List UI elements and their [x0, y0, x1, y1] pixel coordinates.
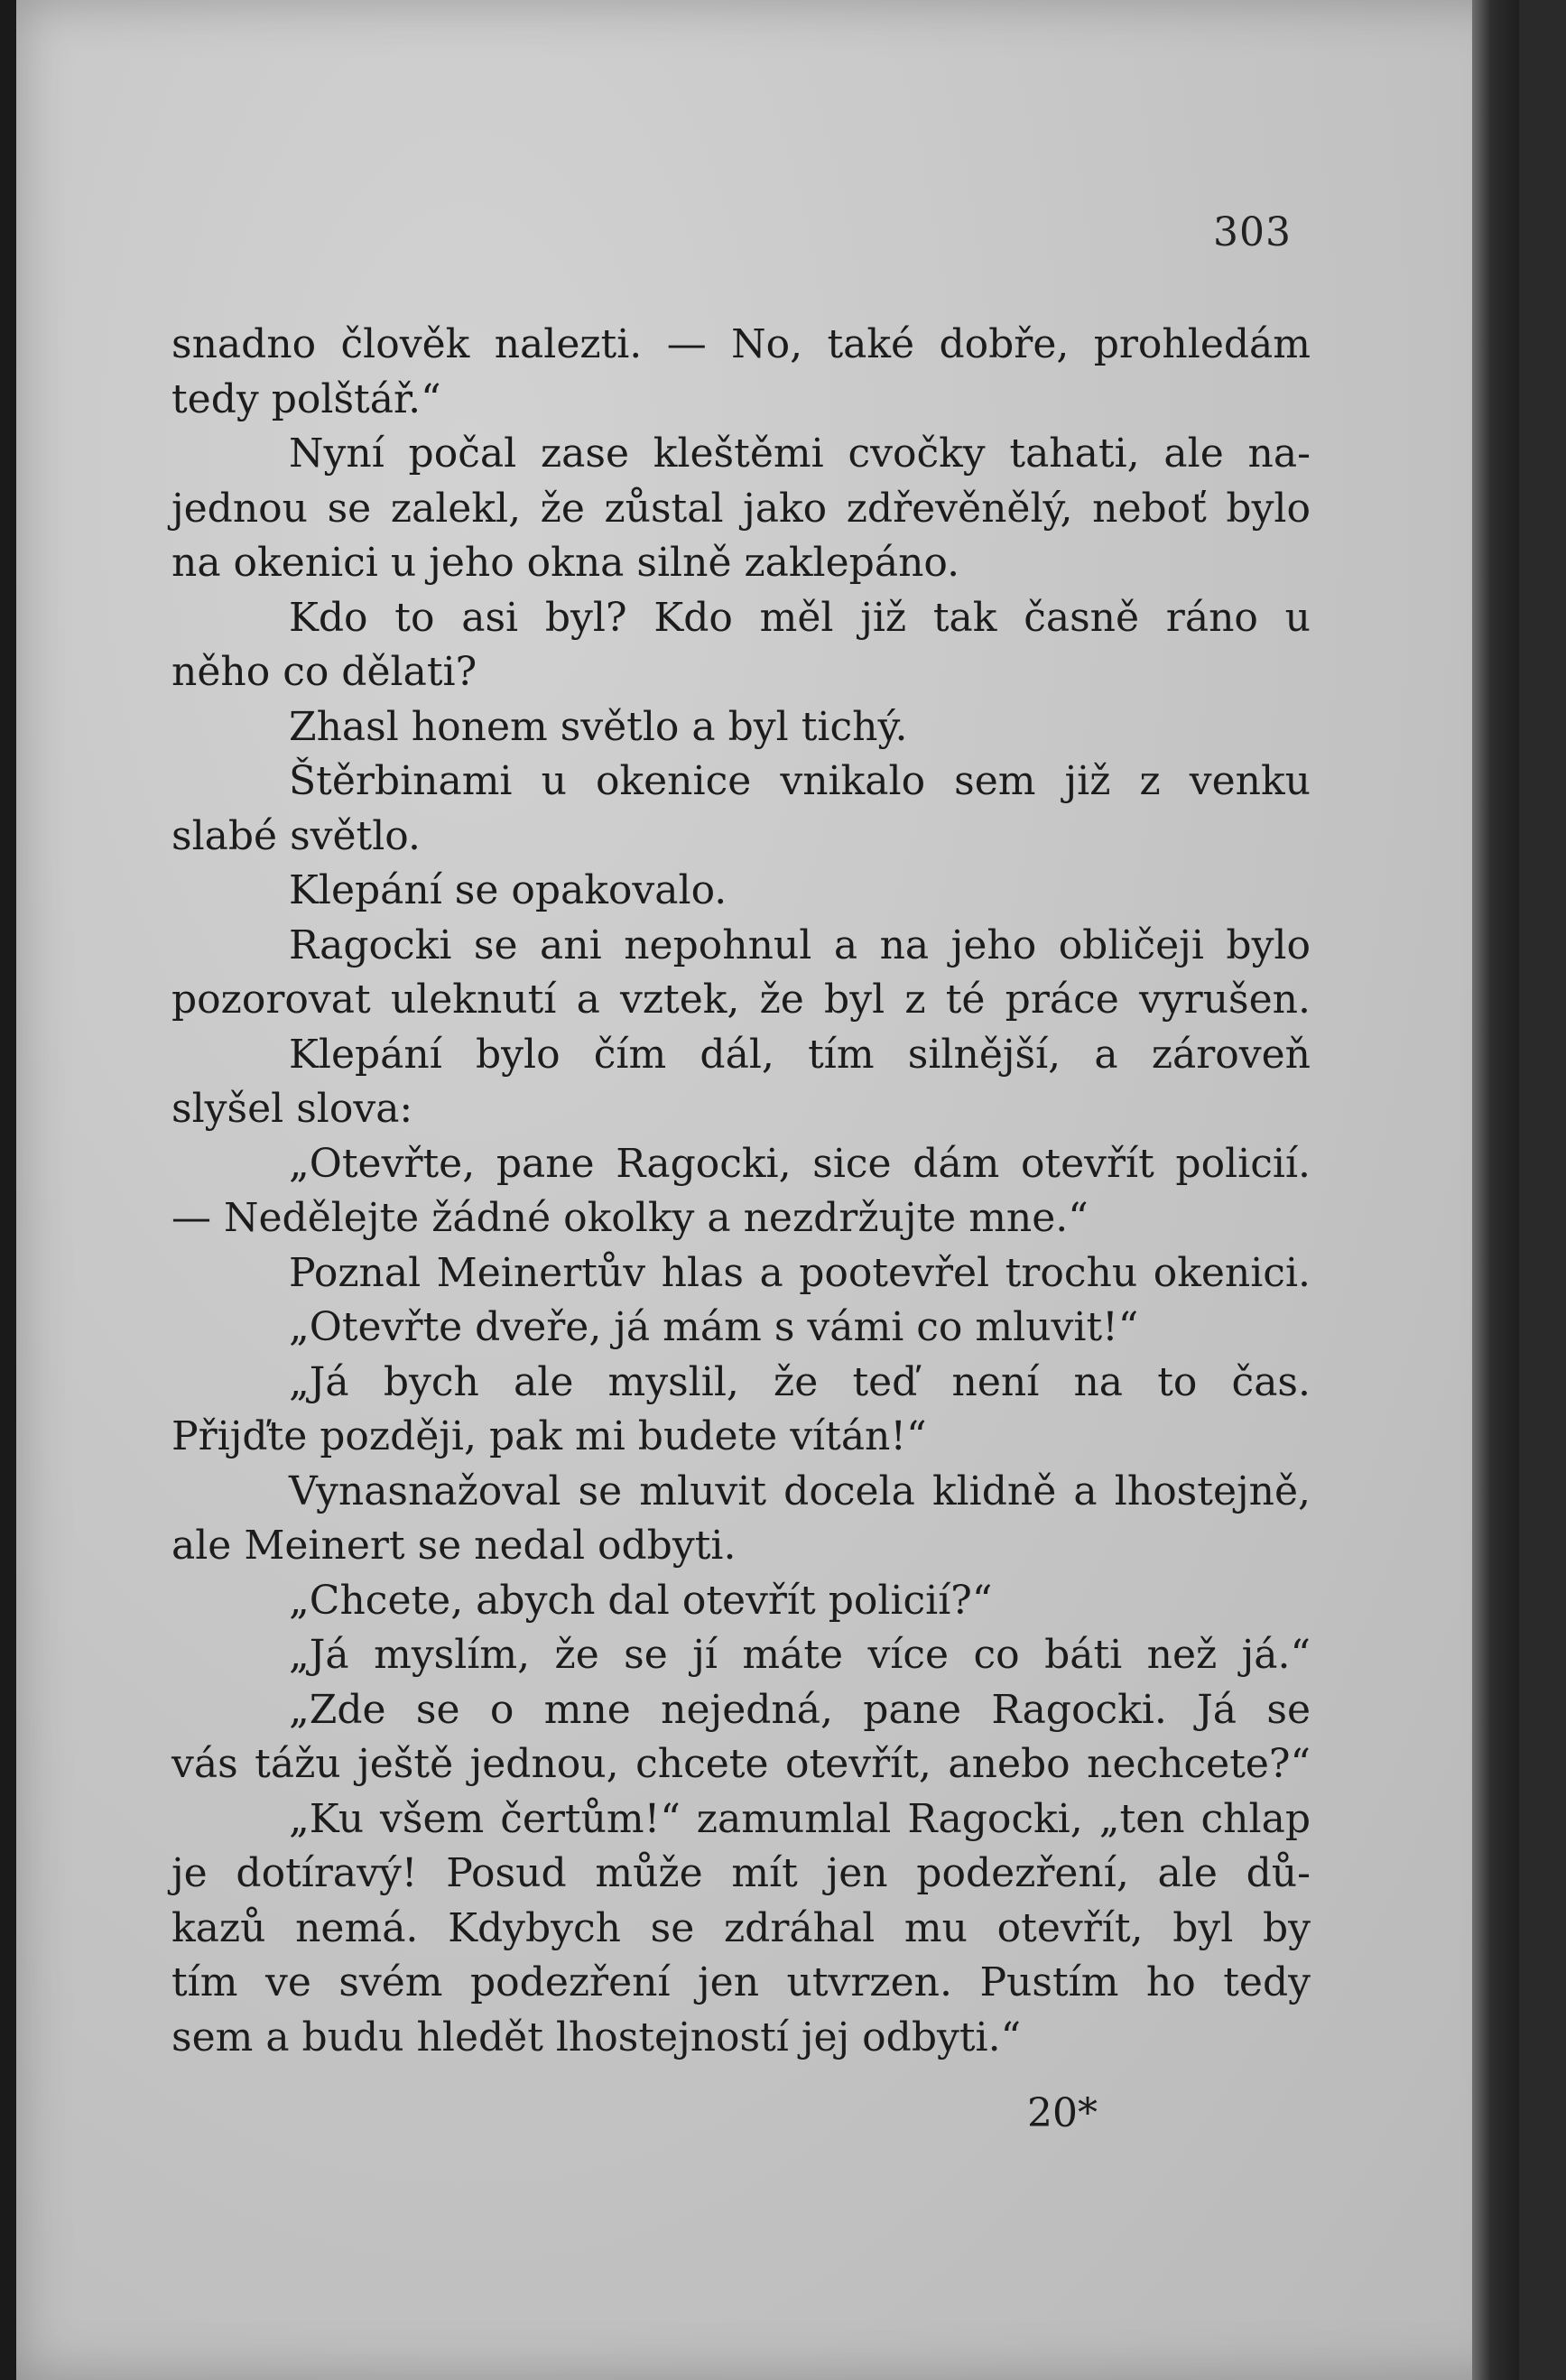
text-line: „Já bych ale myslil, že teď není na to čas.: [289, 1358, 1311, 1405]
text-line: ale Meinert se nedal odbyti.: [171, 1523, 737, 1569]
text-line: je dotíravý! Posud může mít jen podezření, ale dů-: [171, 1850, 1311, 1896]
text-line: snadno člověk nalezti. — No, také dobře, prohledám: [171, 321, 1311, 367]
text-line: slyšel slova:: [171, 1086, 413, 1132]
text-line: Ragocki se ani nepohnul a na jeho obličeji bylo: [289, 921, 1311, 968]
text-line: slabé světlo.: [171, 812, 422, 859]
text-line: sem a budu hledět lhostejností jej odbyti.“: [171, 2014, 1022, 2061]
text-line: Štěrbinami u okenice vnikalo sem již z venku: [289, 758, 1311, 804]
text-line: Kdo to asi byl? Kdo měl již tak časně ráno u: [289, 594, 1311, 641]
text-line: Nyní počal zase kleštěmi cvočky tahati, ale na-: [289, 431, 1311, 477]
text-line: Klepání se opakovalo.: [289, 867, 727, 913]
text-line: tím ve svém podezření jen utvrzen. Pustím ho tedy: [171, 1959, 1311, 2005]
text-line: jednou se zalekl, že zůstal jako zdřevěnělý, neboť bylo: [171, 485, 1311, 532]
body-text: [171, 318, 1311, 2065]
text-line: „Otevřte dveře, já mám s vámi co mluvit!“: [289, 1304, 1139, 1350]
text-line: Přijďte později, pak mi budete vítán!“: [171, 1413, 927, 1459]
text-line: na okenici u jeho okna silně zaklepáno.: [171, 540, 960, 586]
text-line: kazů nemá. Kdybych se zdráhal mu otevřít, byl by: [171, 1904, 1311, 1951]
page-number: 303: [1213, 209, 1292, 255]
text-line: Vynasnažoval se mluvit docela klidně a lhostejně,: [289, 1468, 1311, 1514]
signature-mark: 20*: [1027, 2090, 1098, 2136]
text-line: Poznal Meinertův hlas a pootevřel trochu okenici.: [289, 1249, 1311, 1296]
text-line: tedy polštář.“: [171, 375, 441, 422]
text-line: „Otevřte, pane Ragocki, sice dám otevřít policií.: [289, 1140, 1311, 1187]
text-line: „Chcete, abych dal otevřít policií?“: [289, 1577, 993, 1624]
text-line: Klepání bylo čím dál, tím silnější, a zároveň: [289, 1031, 1311, 1078]
text-line: pozorovat uleknutí a vztek, že byl z té práce vyrušen.: [171, 977, 1311, 1023]
text-line: vás tážu ještě jednou, chcete otevřít, anebo nechcete?“: [171, 1741, 1311, 1787]
text-line: „Zde se o mne nejedná, pane Ragocki. Já se: [289, 1686, 1311, 1733]
page-right-edge: [1472, 0, 1519, 2380]
text-line: „Já myslím, že se jí máte více co báti než já.“: [289, 1632, 1311, 1678]
text-line: — Nedělejte žádné okolky a nezdržujte mne.“: [171, 1195, 1089, 1241]
text-line: Zhasl honem světlo a byl tichý.: [289, 703, 908, 750]
page-left-edge: [0, 0, 16, 2380]
text-line: něho co dělati?: [171, 649, 477, 695]
text-line: „Ku všem čertům!“ zamumlal Ragocki, „ten chlap: [289, 1795, 1311, 1842]
